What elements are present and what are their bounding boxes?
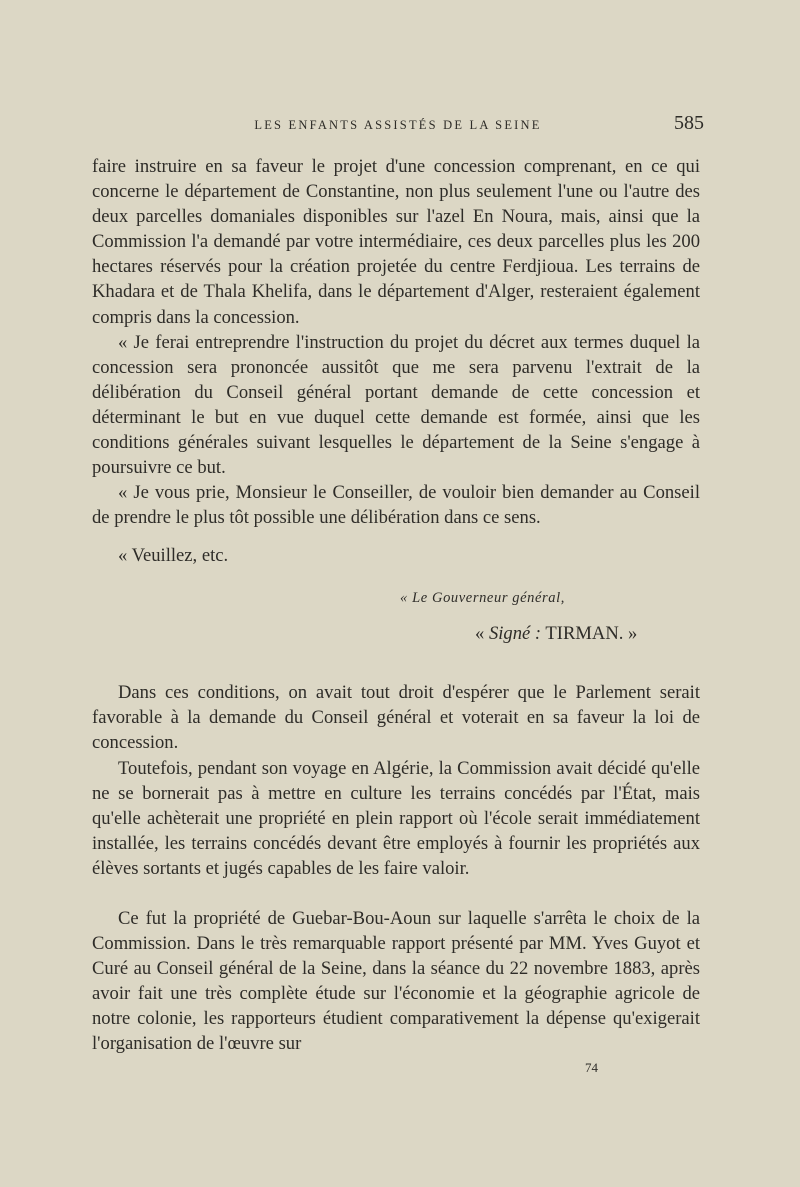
paragraph: Toutefois, pendant son voyage en Algérie, la Commission avait décidé qu'elle ne se bornerait pas à mettre en culture les terrains concédés par l'État, mais qu'elle achèterait une propriété en plein rapport où l'école serait immédiatement installée, les terrains concédés devant être employés à fournir les propriétés aux élèves sortants et jugés capables de les faire valoir. [92,758,700,880]
closing-formula: « Veuillez, etc. [118,545,229,566]
paragraph: « Je ferai entreprendre l'instruction du projet du décret aux termes duquel la concession sera prononcée aussitôt que me sera parvenu l'extrait de la délibération du Conseil général portant demande de cette concession et déterminant le but en vue duquel cette demande est formée, ainsi que les conditions générales suivant lesquelles le département de la Seine s'engage à poursuivre ce but. [92,332,700,479]
signature-person: TIRMAN. » [541,623,638,644]
signature-name [475,623,637,645]
paragraph: faire instruire en sa faveur le projet d'une concession comprenant, en ce qui concerne le département de Constantine, non plus seulement l'une ou l'autre des deux parcelles domaniales disponibles sur l'azel En Noura, mais, ainsi que la Commission l'a demandé par votre intermédiaire, ces deux parcelles plus les 200 hectares réservés pour la création projetée du centre Ferdjioua. Les terrains de Khadara et de Thala Khelifa, dans le département d'Alger, resteraient également compris dans la concession. [92,156,700,328]
paragraph: Ce fut la propriété de Guebar-Bou-Aoun sur laquelle s'arrêta le choix de la Commission. Dans le très remarquable rapport présenté par MM. Yves Guyot et Curé au Conseil général de la Seine, dans la séance du 22 novembre 1883, après avoir fait une très complète étude sur l'économie et la géographie agricole de notre colonie, les rapporteurs étudient comparativement la dépense qu'exigerait l'organisation de l'œuvre sur [92,908,700,1055]
running-header [92,112,704,142]
running-title: LES ENFANTS ASSISTÉS DE LA SEINE [254,118,542,132]
sheet-signature: 74 [585,1060,598,1075]
paragraph: « Je vous prie, Monsieur le Conseiller, de vouloir bien demander au Conseil de prendre le plus tôt possible une délibération dans ce sens. [92,482,700,529]
paragraph: Dans ces conditions, on avait tout droit d'espérer que le Parlement serait favorable à la demande du Conseil général et voterait en sa faveur la loi de concession. [92,682,700,754]
signature-signed: Signé : [488,623,542,644]
page-number: 585 [674,112,704,134]
signature-quote: « [475,623,489,644]
signature-title: « Le Gouverneur général, [400,590,566,606]
